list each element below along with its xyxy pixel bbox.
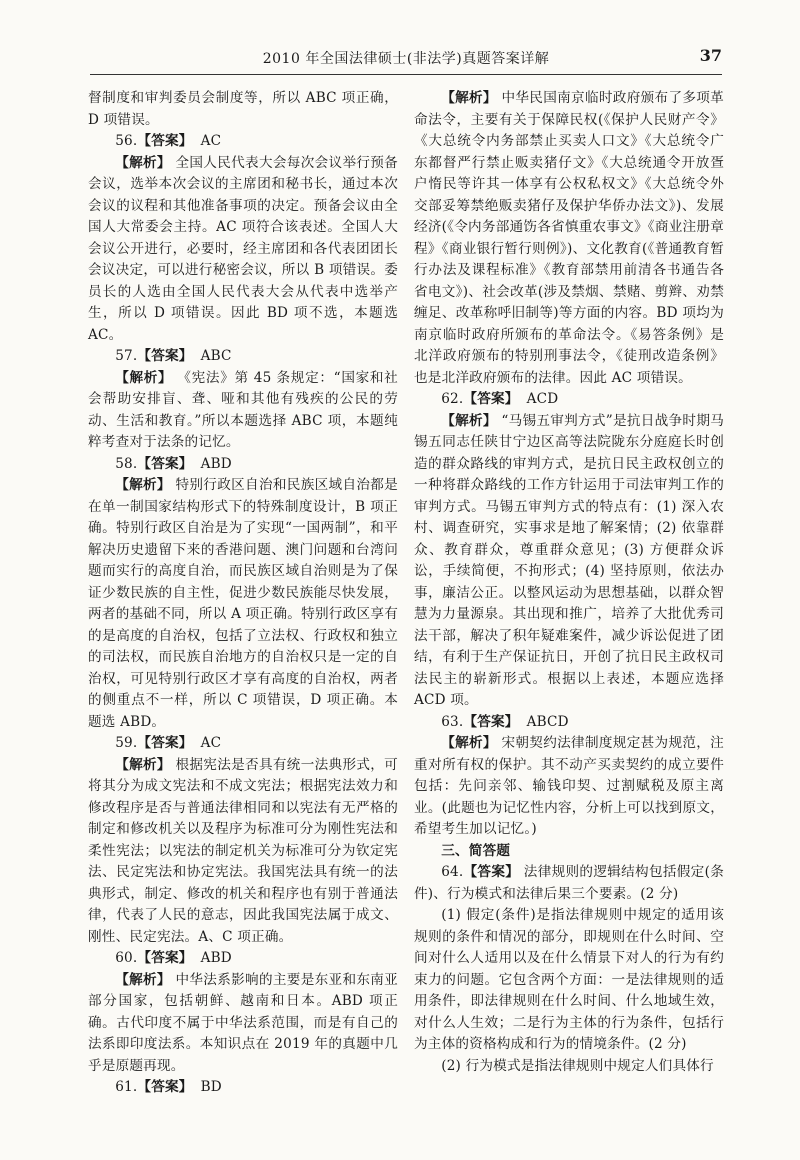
answer-64-point-1: (1) 假定(条件)是指法律规则中规定的适用该规则的条件和情况的部分，即规则在什么时间、空间对什么人适用以及在什么情景下对人的行为有约束力的问题。它包含两个方面：一是法律规则的适用条件，即法律规则在什么时间、什么地域生效，对什么人生效；二是行为主体的行为条件，包括行为主体的资格构成和行为的情境条件。(2 分) (414, 907, 724, 1052)
explanation-tag: 【解析】 (441, 90, 497, 106)
question-number: 60. (115, 950, 138, 966)
answer-64-point-2: (2) 行为模式是指法律规则中规定人们具体行 (441, 1057, 714, 1074)
explanation-tag: 【解析】 (115, 369, 173, 386)
question-number: 59. (115, 735, 138, 751)
answer-value: ABD (200, 455, 232, 472)
question-number: 63. (441, 713, 464, 730)
explanation-62 (414, 411, 724, 712)
answer-64 (414, 862, 724, 905)
answer-tag: 【答案】 (137, 455, 193, 472)
explanation-tag: 【解析】 (115, 477, 171, 493)
answer-tag: 【答案】 (137, 1079, 193, 1095)
question-number: 56. (115, 133, 138, 149)
page-number: 37 (699, 46, 722, 65)
section-heading: 三、简答题 (441, 842, 511, 859)
explanation-text: 根据宪法是否具有统一法典形式，可将其分为成文宪法和不成文宪法；根据宪法效力和修改程序是否与普通法律相同和以宪法有无严格的制定和修改机关以及程序为标准可分为刚性宪法和柔性宪法；以宪法的制定机关为标准可分为钦定宪法、民定宪法和协定宪法。我国宪法具有统一的法典形式，制定、修改的机关和程序也有别于普通法律，代表了人民的意志，因此我国宪法属于成文、刚性、民定宪法。A、C 项正确。 (88, 756, 398, 945)
answer-58 (88, 454, 398, 476)
explanation-text: 宋朝契约法律制度规定甚为规范，注重对所有权的保护。其不动产买卖契约的成立要件包括：先问亲邻、输钱印契、过割赋税及原主离业。(此题也为记忆性内容，分析上可以找到原文，希望考生加以记忆。) (414, 735, 724, 837)
answer-59 (88, 733, 398, 755)
explanation-text: 《宪法》第 45 条规定：“国家和社会帮助安排盲、聋、哑和其他有残疾的公民的劳动、生活和教育。”所以本题选择 ABC 项，本题纯粹考查对于法条的记忆。 (88, 369, 398, 450)
question-number: 57. (115, 348, 138, 364)
question-number: 62. (441, 391, 464, 407)
answer-tag: 【答案】 (137, 950, 193, 966)
explanation-59 (88, 755, 398, 949)
left-column (88, 88, 398, 1099)
header-title: 2010 年全国法律硕士(非法学)真题答案详解 (262, 51, 550, 67)
answer-value: AC (200, 133, 222, 149)
explanation-58 (88, 475, 398, 733)
explanation-text: 全国人民代表大会每次会议举行预备会议，选举本次会议的主席团和秘书长，通过本次会议的议程和其他准备事项的决定。预备会议由全国人大常委会主持。AC 项符合该表述。全国人大会议公开进行，必要时，经主席团和各代表团团长会议决定，可以进行秘密会议，所以 B 项错误。委员长的人选由全国人民代表大会从代表中选举产生，所以 D 项错误。因此 BD 项不选，本题选 AC。 (88, 154, 398, 343)
explanation-tag: 【解析】 (441, 735, 497, 751)
answer-56 (88, 131, 398, 153)
explanation-text: 中华民国南京临时政府颁布了多项革命法令，主要有关于保障民权(《保护人民财产令》《大总统令内务部禁止买卖人口文》《大总统令广东都督严行禁止贩卖猪仔文》《大总统通令开放疍户惰民等许其一体享有公权私权文》《大总统令外交部妥筹禁绝贩卖猪仔及保护华侨办法文》)、发展经济(《令内务部通饬各省慎重农事文》《商业注册章程》《商业银行暂行则例》)、文化教育(《普通教育暂行办法及课程标准》《教育部禁用前清各书通告各省电文》)、社会改革(涉及禁烟、禁赌、剪辫、劝禁缠足、改革称呼旧制等)等方面的内容。BD 项均为南京临时政府所颁布的革命法令。《易答条例》是北洋政府颁布的特别刑事法令，《徒刑改造条例》也是北洋政府颁布的法律。因此 AC 项错误。 (414, 90, 724, 386)
explanation-60 (88, 970, 398, 1078)
explanation-tag: 【解析】 (441, 412, 497, 429)
answer-tag: 【答案】 (463, 713, 519, 730)
question-number: 64. (441, 864, 464, 880)
explanation-text: 特别行政区自治和民族区域自治都是在单一制国家结构形式下的特殊制度设计，B 项正确。特别行政区自治是为了实现“一国两制”，和平解决历史遗留下来的香港问题、澳门问题和台湾问题而实行的高度自治，而民族区域自治则是为了保证少数民族的自主性，促进少数民族能尽快发展，两者的基础不同，所以 A 项正确。特别行政区享有的是高度的自治权，包括了立法权、行政权和独立的司法权，而民族自治地方的自治权只是一定的自治权，可见特别行政区才享有高度的自治权，两者的侧重点不一样，所以 C 项错误，D 项正确。本题选 ABD。 (88, 477, 398, 730)
explanation-57 (88, 368, 398, 454)
running-header (90, 44, 722, 75)
answer-60 (88, 948, 398, 970)
answer-tag: 【答案】 (137, 133, 193, 149)
answer-tag: 【答案】 (463, 391, 519, 407)
answer-text: 法律规则的逻辑结构包括假定(条件)、行为模式和法律后果三个要素。(2 分) (414, 864, 724, 902)
answer-value: ACD (526, 391, 559, 407)
answer-57 (88, 346, 398, 368)
explanation-tag: 【解析】 (115, 756, 171, 773)
answer-value: ABC (200, 348, 232, 364)
answer-value: ABCD (526, 713, 569, 730)
explanation-63 (414, 733, 724, 841)
answer-63 (414, 712, 724, 734)
answer-tag: 【答案】 (137, 348, 193, 364)
answer-tag: 【答案】 (137, 735, 193, 751)
explanation-text: “马锡五审判方式”是抗日战争时期马锡五同志任陕甘宁边区高等法院陇东分庭庭长时创造的群众路线的审判方式，是抗日民主政权创立的一种将群众路线的工作方针运用于司法审判工作的审判方式。马锡五审判方式的特点有：(1) 深入农村、调查研究，实事求是地了解案情；(2) 依靠群众、教育群众，尊重群众意见；(3) 方便群众诉讼，手续简便，不拘形式；(4) 坚持原则，依法办事，廉洁公正。以整风运动为思想基础，以群众智慧为力量源泉。其出现和推广，培养了大批优秀司法干部，解决了积年疑难案件，减少诉讼促进了团结，有利于生产保证抗日，开创了抗日民主政权司法民主的崭新形式。根据以上表述，本题应选择 ACD 项。 (414, 412, 724, 708)
explanation-tag: 【解析】 (115, 971, 171, 988)
question-number: 58. (115, 455, 138, 472)
question-number: 61. (115, 1079, 138, 1095)
paragraph-continued: 督制度和审判委员会制度等，所以 ABC 项正确，D 项错误。 (88, 90, 398, 128)
explanation-tag: 【解析】 (115, 154, 171, 171)
answer-62 (414, 389, 724, 411)
answer-value: ABD (200, 950, 232, 966)
answer-61 (88, 1077, 398, 1099)
explanation-56 (88, 153, 398, 347)
answer-value: AC (200, 735, 222, 751)
answer-value: BD (200, 1079, 222, 1095)
explanation-text: 中华法系影响的主要是东亚和东南亚部分国家，包括朝鲜、越南和日本。ABD 项正确。古代印度不属于中华法系范围，而是有自己的法系即印度法系。本知识点在 2019 年的真题中几乎是原题再现。 (88, 971, 398, 1074)
answer-tag: 【答案】 (463, 864, 520, 880)
right-column (414, 88, 724, 1077)
explanation-61 (414, 88, 724, 389)
